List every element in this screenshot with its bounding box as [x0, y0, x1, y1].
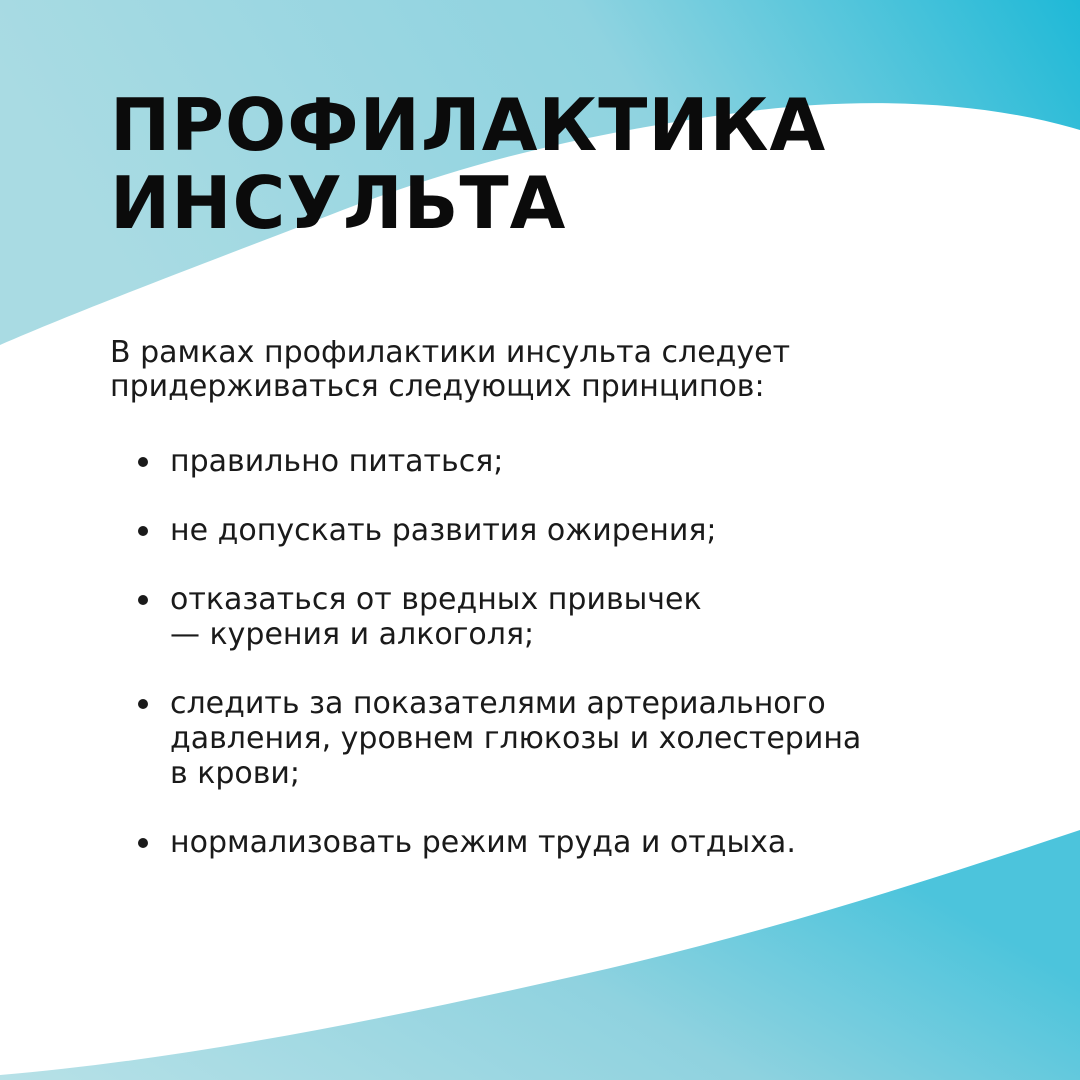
intro-line-1: В рамках профилактики инсульта следует [110, 335, 791, 370]
list-item [138, 825, 1018, 860]
title-line-2: ИНСУЛЬТА [110, 161, 567, 245]
list-item-line: не допускать развития ожирения; [170, 513, 717, 548]
list-item-line: правильно питаться; [170, 444, 504, 479]
list-item-line: в крови; [170, 756, 301, 791]
intro-paragraph [110, 336, 990, 404]
list-item [138, 686, 1018, 791]
page-title [110, 83, 827, 245]
list-item-line: нормализовать режим труда и отдыха. [170, 825, 796, 860]
list-item-line: — курения и алкоголя; [170, 617, 535, 652]
list-item [138, 513, 1018, 548]
bullet-icon [138, 838, 148, 848]
list-item [138, 582, 1018, 652]
list-item-line: отказаться от вредных привычек [170, 582, 702, 617]
bullet-icon [138, 526, 148, 536]
bullet-icon [138, 595, 148, 605]
list-item-line: следить за показателями артериального [170, 686, 826, 721]
principles-list [138, 444, 1018, 894]
list-item-line: давления, уровнем глюкозы и холестерина [170, 721, 862, 756]
intro-line-2: придерживаться следующих принципов: [110, 369, 765, 404]
bullet-icon [138, 457, 148, 467]
list-item [138, 444, 1018, 479]
bullet-icon [138, 699, 148, 709]
title-line-1: ПРОФИЛАКТИКА [110, 83, 827, 167]
